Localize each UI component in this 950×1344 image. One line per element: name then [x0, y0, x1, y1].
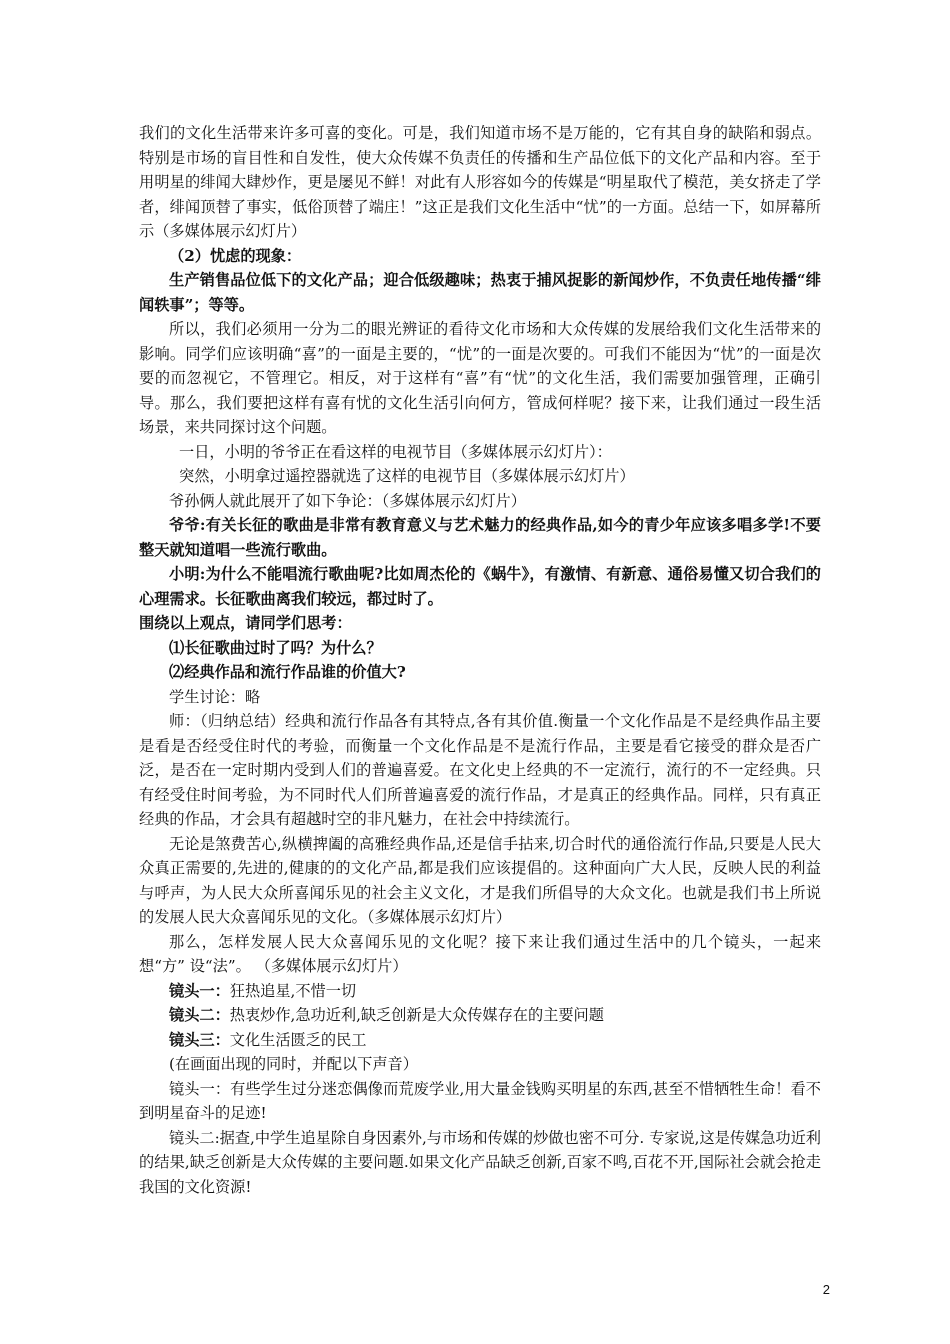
question-1: ⑴长征歌曲过时了吗？为什么？ — [169, 638, 382, 657]
paragraph: 镜头二:据查,中学生追星除自身因素外,与市场和传媒的炒做也密不可分. 专家说,这是传媒急功近利的结果,缺乏创新是大众传媒的主要问题.如果文化产品缺乏创新,百家不鸣,百花不开,国际社会就会抢走我国的文化资源! — [139, 1128, 821, 1196]
scene-3 — [139, 1028, 821, 1053]
paragraph: 无论是煞费苦心,纵横捭阖的高雅经典作品,还是信手拈来,切合时代的通俗流行作品,只要是人民大众真正需要的,先进的,健康的的文化产品,都是我们应该提倡的。这种面向广大人民，反映人民的利益与呼声，为人民大众所喜闻乐见的社会主义文化，才是我们所倡导的大众文化。也就是我们书上所说的发展人民大众喜闻乐见的文化。（多媒体展示幻灯片） — [139, 834, 821, 926]
question-prompt: 围绕以上观点，请同学们思考： — [139, 614, 352, 632]
heading-worry-phenomena: （2）忧虑的现象： — [169, 246, 302, 265]
page-number: 2 — [822, 1282, 830, 1297]
paragraph: (在画面出现的同时，并配以下声音） — [169, 1055, 418, 1073]
body-text — [139, 121, 821, 1199]
paragraph: 学生讨论：略 — [169, 687, 261, 706]
scene-label: 镜头三： — [169, 1030, 230, 1049]
scene-label: 镜头二： — [169, 1006, 230, 1024]
paragraph: 一日，小明的爷爷正在看这样的电视节目（多媒体展示幻灯片）： — [179, 442, 612, 461]
xiaoming-statement: 小明:为什么不能唱流行歌曲呢?比如周杰伦的《蜗牛》，有激情、有新意、通俗易懂又切合我们的心理需求。长征歌曲离我们较远，都过时了。 — [139, 565, 821, 608]
paragraph: 那么，怎样发展人民大众喜闻乐见的文化呢？接下来让我们通过生活中的几个镜头，一起来想“方” 设“法”。 （多媒体展示幻灯片） — [139, 932, 821, 975]
paragraph: 师：（归纳总结）经典和流行作品各有其特点,各有其价值.衡量一个文化作品是不是经典作品主要是看是否经受住时代的考验，而衡量一个文化作品是不是流行作品，主要是看它接受的群众是否广泛，是否在一定时期内受到人们的普遍喜爱。在文化史上经典的不一定流行，流行的不一定经典。只有经受住时间考验，为不同时代人们所普遍喜爱的流行作品，才是真正的经典作品。同样，只有真正经典的作品，才会具有超越时空的非凡魅力，在社会中持续流行。 — [139, 712, 821, 828]
scene-text: 热衷炒作,急功近利,缺乏创新是大众传媒存在的主要问题 — [229, 1006, 604, 1024]
scene-2 — [139, 1003, 821, 1028]
scene-label: 镜头一： — [169, 981, 230, 1000]
paragraph: 突然，小明拿过遥控器就选了这样的电视节目（多媒体展示幻灯片） — [179, 467, 635, 485]
scene-1 — [139, 979, 821, 1004]
paragraph: 爷孙俩人就此展开了如下争论：（多媒体展示幻灯片） — [169, 491, 526, 510]
paragraph: 生产销售品位低下的文化产品；迎合低级趣味；热衷于捕风捉影的新闻炒作，不负责任地传播“绯闻轶事”；等等。 — [139, 271, 821, 314]
question-2: ⑵经典作品和流行作品谁的价值大? — [169, 663, 406, 681]
grandpa-statement: 爷爷:有关长征的歌曲是非常有教育意义与艺术魅力的经典作品,如今的青少年应该多唱多学!不要整天就知道唱一些流行歌曲。 — [139, 516, 821, 559]
scene-text: 文化生活匮乏的民工 — [229, 1030, 367, 1049]
paragraph: 所以，我们必须用一分为二的眼光辨证的看待文化市场和大众传媒的发展给我们文化生活带来的影响。同学们应该明确“喜”的一面是主要的，“忧”的一面是次要的。可我们不能因为“忧”的一面是次要的而忽视它，不管理它。相反，对于这样有“喜”有“忧”的文化生活，我们需要加强管理，正确引导。那么，我们要把这样有喜有忧的文化生活引向何方，管成何样呢？接下来，让我们通过一段生活场景，来共同探讨这个问题。 — [139, 320, 821, 436]
paragraph: 镜头一：有些学生过分迷恋偶像而荒废学业,用大量金钱购买明星的东西,甚至不惜牺牲生命！看不到明星奋斗的足迹! — [139, 1079, 821, 1122]
scene-text: 狂热追星,不惜一切 — [229, 981, 357, 1000]
paragraph: 我们的文化生活带来许多可喜的变化。可是，我们知道市场不是万能的，它有其自身的缺陷和弱点。特别是市场的盲目性和自发性，使大众传媒不负责任的传播和生产品位低下的文化产品和内容。至于用明星的绯闻大肆炒作，更是屡见不鲜！对此有人形容如今的传媒是“明星取代了模范，美女挤走了学者，绯闻顶替了事实，低俗顶替了端庄！”这正是我们文化生活中“忧”的一方面。总结一下，如屏幕所示（多媒体展示幻灯片） — [139, 124, 821, 240]
